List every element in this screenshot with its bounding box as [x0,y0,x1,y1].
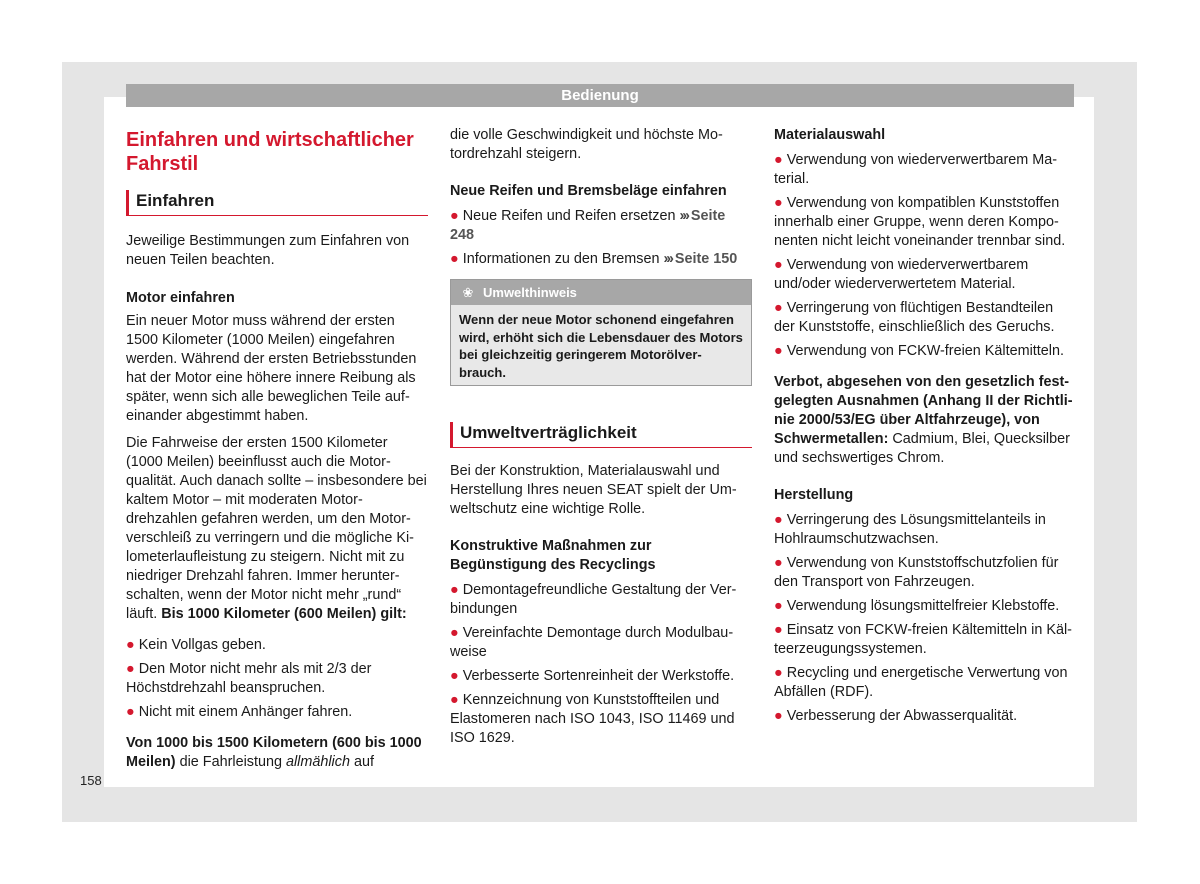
list-item: ● Recycling und energetische Verwertung von Abfällen (RDF). [774,665,1068,700]
list-item: ● Einsatz von FCKW-freien Kältemitteln in Kälteerzeugungssystemen. [774,622,1072,657]
list-item: ● Verwendung von wiederverwertbarem Material. [774,152,1058,187]
recycling-bullet-list [450,581,752,748]
production-bullet-list [774,511,1076,726]
final-paragraph: Von 1000 bis 1500 Kilometern (600 bis 1000 Meilen) die Fahrleistung allmählich auf [126,735,422,770]
note-text: Wenn der neue Motor schonend eingefahren wird, erhöht sich die Lebensdauer des Motors bei gleichzeitig geringerem Motorölverbrauch. [459,312,743,380]
material-heading: Materialauswahl [774,127,886,143]
recycling-heading: Konstruktive Maßnahmen zur Begünstigung des Recyclings [450,538,656,573]
subtitle-einfahren: Einfahren [126,190,428,216]
list-item: ● Verbesserte Sortenreinheit der Werkstoffe. [450,668,735,684]
chapter-title: Einfahren und wirtschaftlicher Fahrstil [126,129,414,175]
list-item: ● Verwendung von wiederverwertbarem und/oder wiederverwertetem Material. [774,257,1029,292]
list-item: ● Demontagefreundliche Gestaltung der Verbindungen [450,582,737,617]
column-3 [774,126,1076,731]
list-item: ● Verwendung lösungsmittelfreier Klebstoffe. [774,598,1060,614]
production-heading: Herstellung [774,487,854,503]
page-ref-link[interactable]: Seite 248 [450,208,726,243]
list-item: ● Informationen zu den Bremsen ››› Seite 150 [450,251,738,267]
list-item: ● Neue Reifen und Reifen ersetzen ››› Seite 248 [450,208,726,243]
motor-heading: Motor einfahren [126,290,235,306]
list-item: ● Verbesserung der Abwasserqualität. [774,708,1018,724]
column-1 [126,126,428,772]
list-item: ● Kennzeichnung von Kunststoffteilen und Elastomeren nach ISO 1043, ISO 11469 und ISO 1629. [450,692,735,746]
list-item: ● Verwendung von kompatiblen Kunststoffen innerhalb einer Gruppe, wenn deren Komponenten nicht leicht voneinander trennbar sind. [774,195,1066,249]
motor-paragraph-2: Die Fahrweise der ersten 1500 Kilometer (1000 Meilen) beeinflusst auch die Motorqualität. Auch danach sollte – insbesondere bei kaltem Motor – mit moderaten Motordrehzahlen gefahren werden, um den Motorverschleiß zu verringern und die mögliche Kilometerlaufleistung zu steigern. Nicht mit zu niedriger Drehzahl fahren. Immer herunterschalten, wenn der Motor nicht mehr „rund“ läuft. Bis 1000 Kilometer (600 Meilen) gilt: [126,435,427,622]
list-item: ● Den Motor nicht mehr als mit 2/3 der Höchstdrehzahl beanspruchen. [126,661,372,696]
page-number: 158 [80,773,102,788]
heavy-metals-paragraph: Verbot, abgesehen von den gesetzlich festgelegten Ausnahmen (Anhang II der Richtlinie 2000/53/EG über Altfahrzeuge), von Schwermetallen: Cadmium, Blei, Quecksilber und sechswertiges Chrom. [774,374,1073,466]
list-item: ● Nicht mit einem Anhänger fahren. [126,704,353,720]
column-2 [450,126,752,753]
list-item: ● Verwendung von FCKW-freien Kältemitteln. [774,343,1064,359]
list-item: ● Kein Vollgas geben. [126,637,266,653]
continuation-text: die volle Geschwindigkeit und höchste Motordrehzahl steigern. [450,127,723,162]
list-item: ● Verringerung von flüchtigen Bestandteilen der Kunststoffe, einschließlich des Geruchs. [774,300,1055,335]
environment-note-box [450,279,752,386]
tires-heading: Neue Reifen und Bremsbeläge einfahren [450,183,727,199]
motor-bullet-list [126,636,428,722]
material-bullet-list [774,151,1076,361]
list-item: ● Verwendung von Kunststoffschutzfolien für den Transport von Fahrzeugen. [774,555,1059,590]
note-header: ❀ Umwelthinweis [451,280,751,305]
flower-icon: ❀ [462,285,474,300]
page-ref-link[interactable]: Seite 150 [674,251,738,267]
list-item: ● Vereinfachte Demontage durch Modulbauweise [450,625,734,660]
env-intro-text: Bei der Konstruktion, Materialauswahl und Herstellung Ihres neuen SEAT spielt der Umweltschutz eine wichtige Rolle. [450,463,737,517]
motor-paragraph-1: Ein neuer Motor muss während der ersten 1500 Kilometer (1000 Meilen) eingefahren werden. Während der ersten Betriebsstunden hat der Motor eine höhere innere Reibung als später, wenn sich alle beweglichen Teile aufeinander abgestimmt haben. [126,313,417,424]
section-title-umwelt: Umweltverträglichkeit [450,422,752,448]
intro-text: Jeweilige Bestimmungen zum Einfahren von neuen Teilen beachten. [126,233,410,268]
list-item: ● Verringerung des Lösungsmittelanteils in Hohlraumschutzwachsen. [774,512,1046,547]
section-header: Bedienung [126,84,1074,107]
